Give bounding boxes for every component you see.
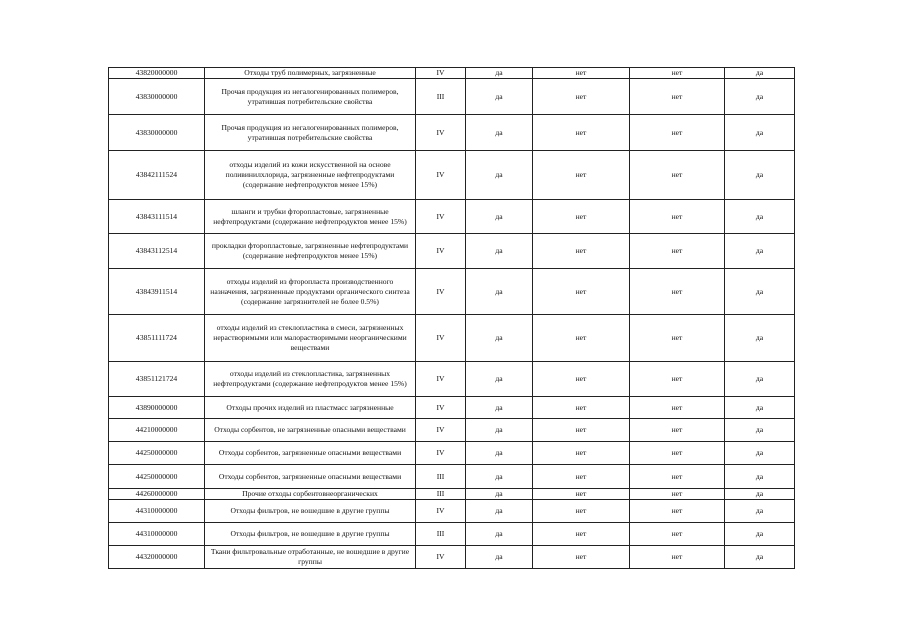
- waste-code-cell: 43843112514: [109, 234, 205, 269]
- waste-name-cell: отходы изделий из кожи искусственной на основе поливинилхлорида, загрязненные нефтепродуктами (содержание нефтепродуктов менее 15%): [205, 151, 416, 200]
- flag-cell-1: да: [466, 115, 533, 151]
- flag-cell-1: да: [466, 234, 533, 269]
- flag-cell-2: нет: [533, 115, 630, 151]
- flag-cell-3: нет: [630, 489, 725, 500]
- waste-name-cell: Отходы фильтров, не вошедшие в другие группы: [205, 500, 416, 523]
- waste-name-cell: Отходы сорбентов, загрязненные опасными веществами: [205, 442, 416, 465]
- waste-name-cell: Отходы прочих изделий из пластмасс загрязненные: [205, 397, 416, 419]
- hazard-class-cell: IV: [416, 151, 466, 200]
- flag-cell-4: да: [725, 442, 795, 465]
- waste-code-cell: 43843111514: [109, 200, 205, 234]
- flag-cell-2: нет: [533, 546, 630, 569]
- flag-cell-2: нет: [533, 269, 630, 315]
- flag-cell-3: нет: [630, 465, 725, 489]
- table-row: [109, 200, 795, 234]
- waste-name-cell: Отходы фильтров, не вошедшие в другие группы: [205, 523, 416, 546]
- table-row: [109, 442, 795, 465]
- hazard-class-cell: IV: [416, 442, 466, 465]
- waste-code-cell: 43830000000: [109, 79, 205, 115]
- hazard-class-cell: IV: [416, 234, 466, 269]
- hazard-class-cell: IV: [416, 269, 466, 315]
- hazard-class-cell: III: [416, 523, 466, 546]
- waste-name-cell: прокладки фторопластовые, загрязненные нефтепродуктами (содержание нефтепродуктов менее 15%): [205, 234, 416, 269]
- table-row: [109, 489, 795, 500]
- flag-cell-1: да: [466, 315, 533, 362]
- waste-name-cell: Прочая продукция из негалогенированных полимеров, утратившая потребительские свойства: [205, 115, 416, 151]
- waste-name-cell: Отходы сорбентов, не загрязненные опасными веществами: [205, 419, 416, 442]
- flag-cell-2: нет: [533, 362, 630, 397]
- flag-cell-4: да: [725, 465, 795, 489]
- flag-cell-1: да: [466, 68, 533, 79]
- flag-cell-3: нет: [630, 234, 725, 269]
- flag-cell-3: нет: [630, 419, 725, 442]
- table-row: [109, 269, 795, 315]
- flag-cell-4: да: [725, 151, 795, 200]
- waste-name-cell: Ткани фильтровальные отработанные, не вошедшие в другие группы: [205, 546, 416, 569]
- waste-name-cell: шланги и трубки фторопластовые, загрязненные нефтепродуктами (содержание нефтепродуктов менее 15%): [205, 200, 416, 234]
- flag-cell-3: нет: [630, 68, 725, 79]
- waste-code-cell: 44310000000: [109, 500, 205, 523]
- flag-cell-3: нет: [630, 397, 725, 419]
- hazard-class-cell: III: [416, 489, 466, 500]
- flag-cell-1: да: [466, 200, 533, 234]
- flag-cell-3: нет: [630, 115, 725, 151]
- hazard-class-cell: IV: [416, 397, 466, 419]
- waste-code-cell: 43851121724: [109, 362, 205, 397]
- hazard-class-cell: IV: [416, 546, 466, 569]
- flag-cell-4: да: [725, 419, 795, 442]
- flag-cell-4: да: [725, 315, 795, 362]
- flag-cell-3: нет: [630, 500, 725, 523]
- flag-cell-4: да: [725, 269, 795, 315]
- flag-cell-1: да: [466, 397, 533, 419]
- flag-cell-4: да: [725, 546, 795, 569]
- flag-cell-4: да: [725, 523, 795, 546]
- flag-cell-1: да: [466, 489, 533, 500]
- hazard-class-cell: IV: [416, 200, 466, 234]
- flag-cell-2: нет: [533, 489, 630, 500]
- flag-cell-1: да: [466, 546, 533, 569]
- table-row: [109, 115, 795, 151]
- table-row: [109, 397, 795, 419]
- waste-name-cell: Отходы труб полимерных, загрязненные: [205, 68, 416, 79]
- waste-code-cell: 44250000000: [109, 465, 205, 489]
- table-row: [109, 151, 795, 200]
- flag-cell-4: да: [725, 115, 795, 151]
- flag-cell-1: да: [466, 269, 533, 315]
- hazard-class-cell: IV: [416, 362, 466, 397]
- waste-code-cell: 43820000000: [109, 68, 205, 79]
- flag-cell-4: да: [725, 362, 795, 397]
- waste-name-cell: Прочая продукция из негалогенированных полимеров, утратившая потребительские свойства: [205, 79, 416, 115]
- table-row: [109, 546, 795, 569]
- flag-cell-1: да: [466, 465, 533, 489]
- hazard-class-cell: IV: [416, 500, 466, 523]
- flag-cell-3: нет: [630, 442, 725, 465]
- flag-cell-1: да: [466, 500, 533, 523]
- hazard-class-cell: IV: [416, 68, 466, 79]
- waste-code-cell: 44210000000: [109, 419, 205, 442]
- flag-cell-2: нет: [533, 200, 630, 234]
- flag-cell-2: нет: [533, 151, 630, 200]
- flag-cell-4: да: [725, 489, 795, 500]
- waste-name-cell: отходы изделий из фторопласта производственного назначения, загрязненные продуктами органического синтеза (содержание загрязнителей не более 0.5%): [205, 269, 416, 315]
- flag-cell-1: да: [466, 523, 533, 546]
- flag-cell-2: нет: [533, 500, 630, 523]
- flag-cell-2: нет: [533, 419, 630, 442]
- waste-code-cell: 43851111724: [109, 315, 205, 362]
- table-row: [109, 523, 795, 546]
- table-row: [109, 419, 795, 442]
- hazard-class-cell: IV: [416, 419, 466, 442]
- waste-name-cell: Отходы сорбентов, загрязненные опасными веществами: [205, 465, 416, 489]
- waste-table: [108, 67, 795, 569]
- waste-code-cell: 43830000000: [109, 115, 205, 151]
- table-row: [109, 68, 795, 79]
- flag-cell-3: нет: [630, 523, 725, 546]
- flag-cell-1: да: [466, 442, 533, 465]
- waste-code-cell: 43843911514: [109, 269, 205, 315]
- waste-code-cell: 44320000000: [109, 546, 205, 569]
- flag-cell-2: нет: [533, 315, 630, 362]
- waste-name-cell: отходы изделий из стеклопластика, загрязненных нефтепродуктами (содержание нефтепродуктов менее 15%): [205, 362, 416, 397]
- flag-cell-3: нет: [630, 315, 725, 362]
- flag-cell-4: да: [725, 397, 795, 419]
- flag-cell-2: нет: [533, 397, 630, 419]
- waste-name-cell: отходы изделий из стеклопластика в смеси, загрязненных нерастворимыми или малорастворимыми неорганическими веществами: [205, 315, 416, 362]
- waste-code-cell: 43842111524: [109, 151, 205, 200]
- flag-cell-4: да: [725, 68, 795, 79]
- flag-cell-4: да: [725, 234, 795, 269]
- flag-cell-3: нет: [630, 546, 725, 569]
- table-row: [109, 234, 795, 269]
- flag-cell-1: да: [466, 151, 533, 200]
- flag-cell-1: да: [466, 79, 533, 115]
- flag-cell-4: да: [725, 500, 795, 523]
- table-row: [109, 465, 795, 489]
- waste-code-cell: 44310000000: [109, 523, 205, 546]
- flag-cell-2: нет: [533, 79, 630, 115]
- flag-cell-3: нет: [630, 151, 725, 200]
- flag-cell-3: нет: [630, 362, 725, 397]
- waste-code-cell: 43890000000: [109, 397, 205, 419]
- hazard-class-cell: IV: [416, 115, 466, 151]
- flag-cell-1: да: [466, 362, 533, 397]
- hazard-class-cell: IV: [416, 315, 466, 362]
- flag-cell-2: нет: [533, 442, 630, 465]
- flag-cell-2: нет: [533, 68, 630, 79]
- waste-code-cell: 44250000000: [109, 442, 205, 465]
- hazard-class-cell: III: [416, 465, 466, 489]
- flag-cell-3: нет: [630, 269, 725, 315]
- flag-cell-2: нет: [533, 234, 630, 269]
- waste-code-cell: 44260000000: [109, 489, 205, 500]
- table-row: [109, 362, 795, 397]
- flag-cell-2: нет: [533, 465, 630, 489]
- hazard-class-cell: III: [416, 79, 466, 115]
- table-row: [109, 79, 795, 115]
- waste-name-cell: Прочие отходы сорбентовнеорганических: [205, 489, 416, 500]
- flag-cell-1: да: [466, 419, 533, 442]
- flag-cell-3: нет: [630, 79, 725, 115]
- flag-cell-4: да: [725, 200, 795, 234]
- table-row: [109, 500, 795, 523]
- flag-cell-2: нет: [533, 523, 630, 546]
- flag-cell-3: нет: [630, 200, 725, 234]
- flag-cell-4: да: [725, 79, 795, 115]
- table-row: [109, 315, 795, 362]
